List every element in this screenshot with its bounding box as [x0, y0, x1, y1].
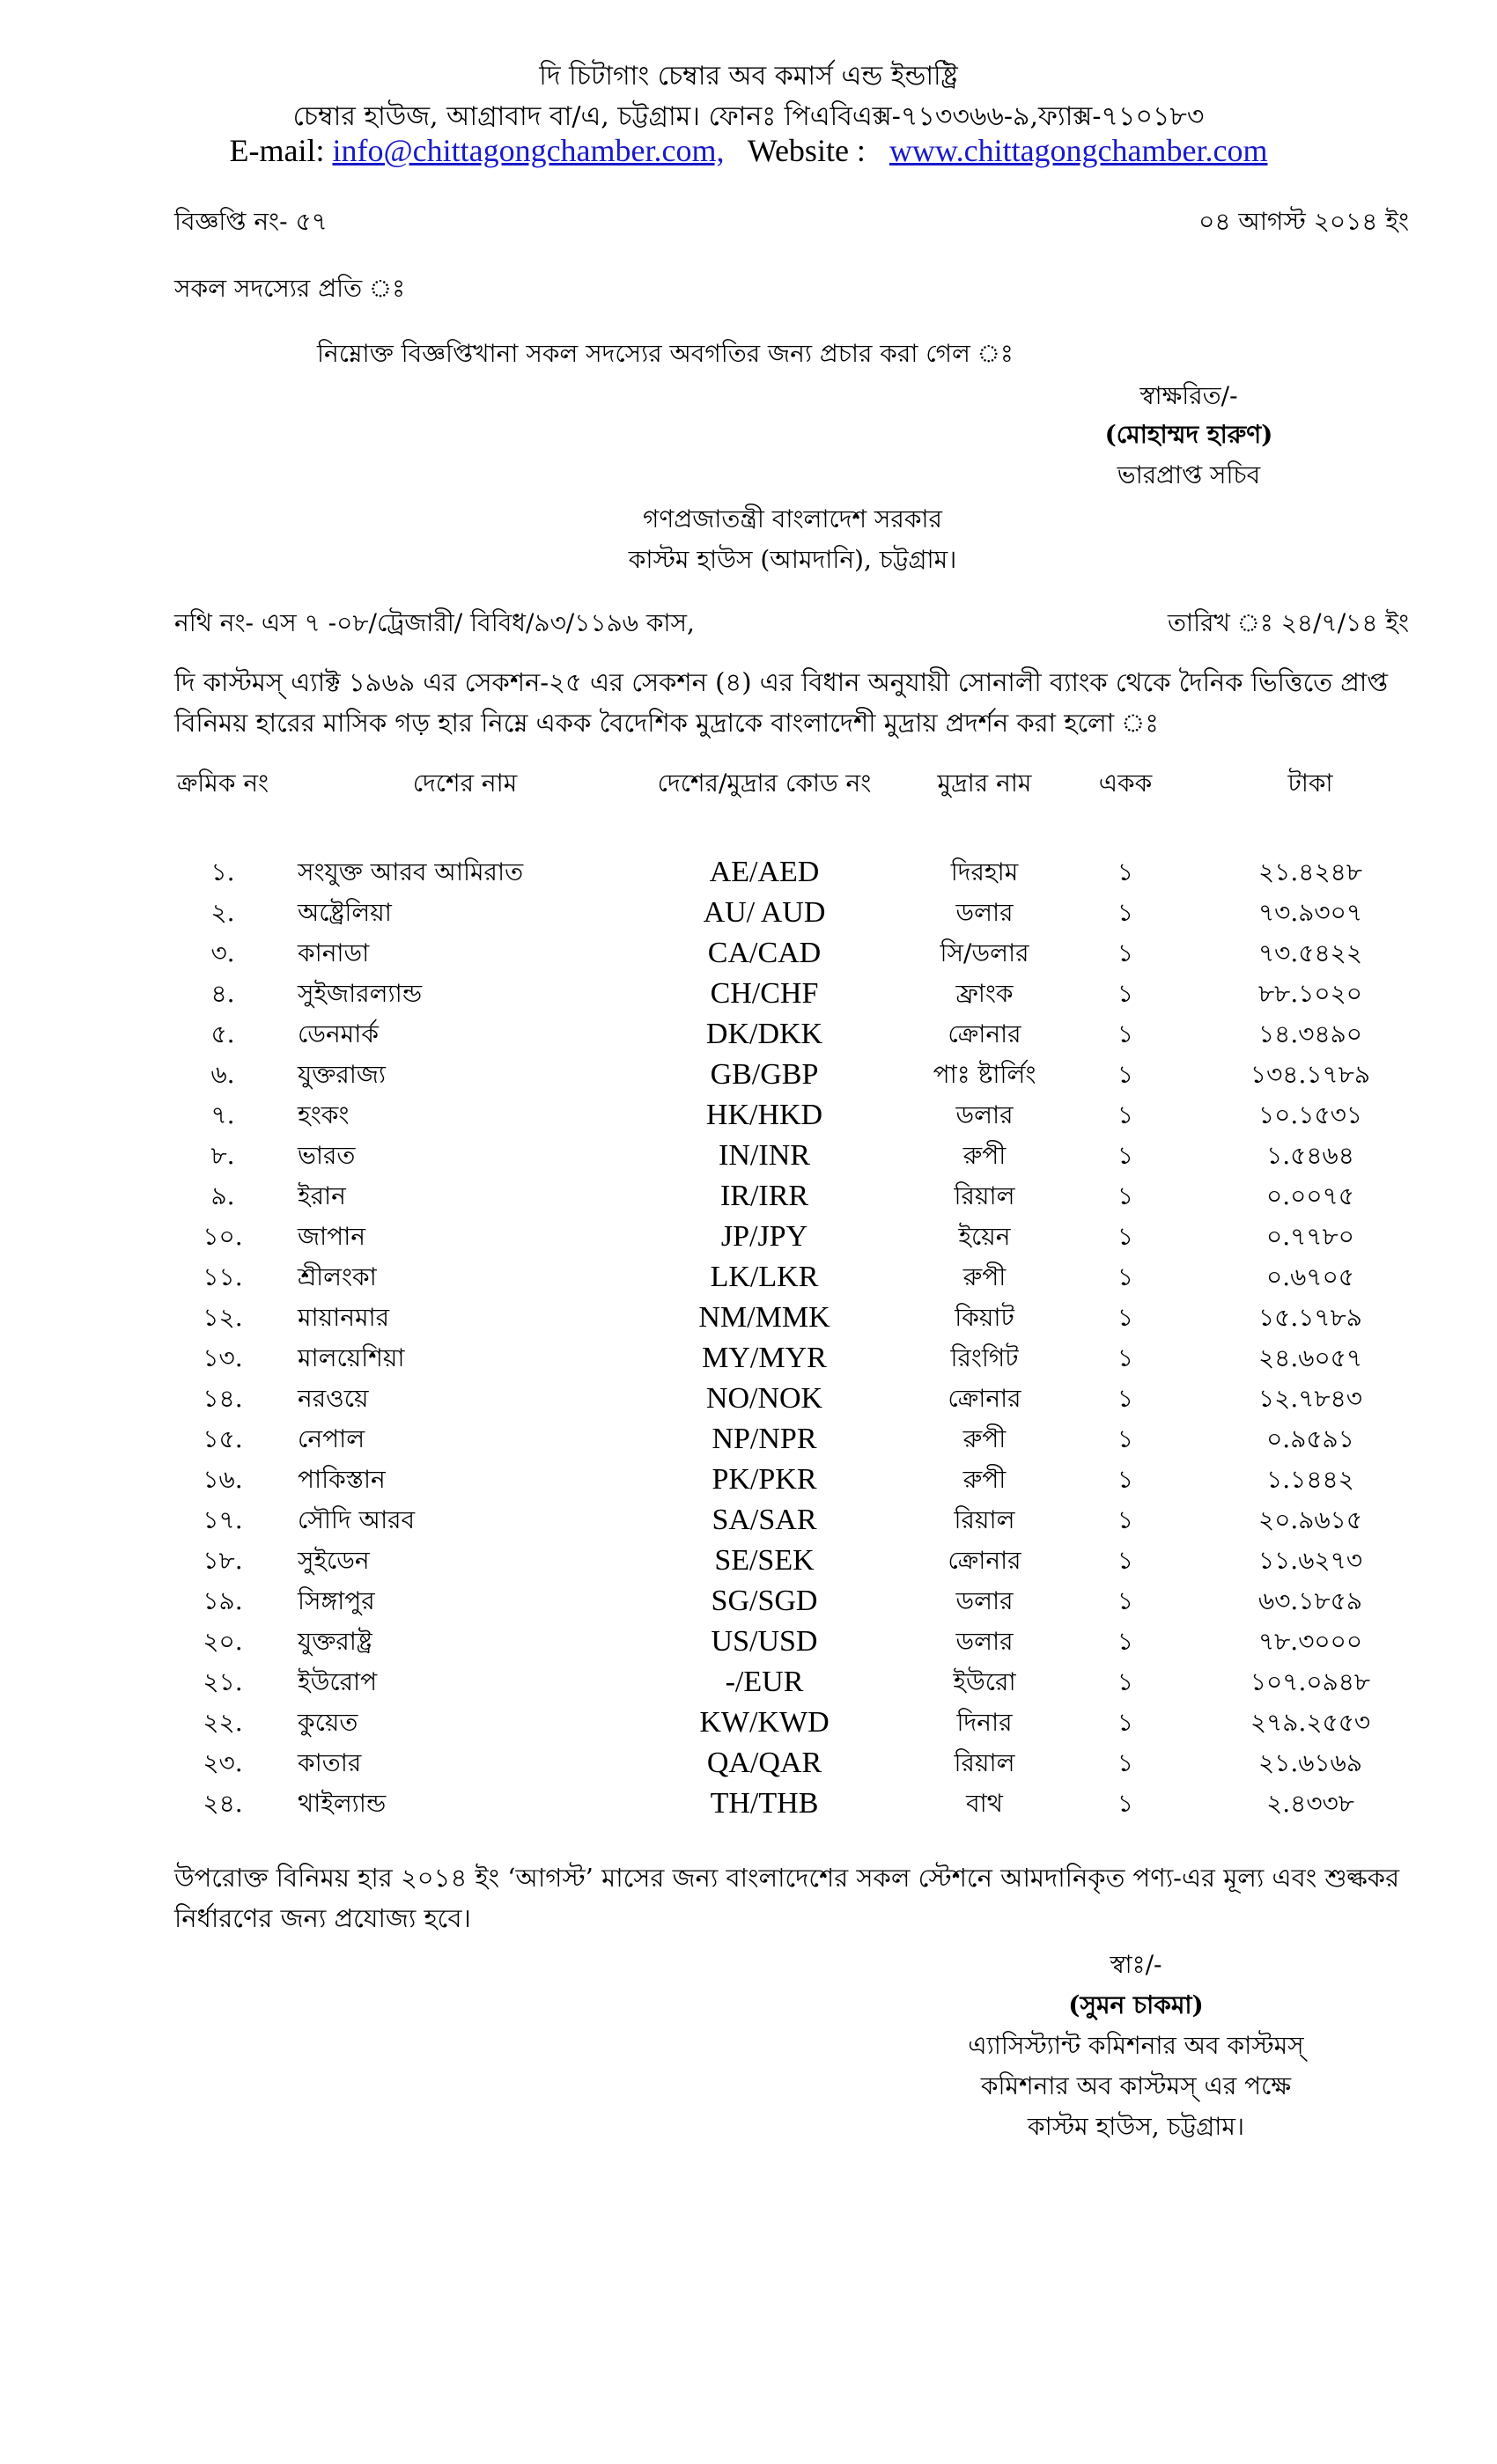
row-currency: রিয়াল: [954, 1181, 1015, 1210]
row-serial: ২১.: [203, 1667, 243, 1696]
row-currency: দিরহাম: [950, 857, 1019, 886]
row-unit: ১: [1117, 1667, 1134, 1696]
footer-title2: কমিশনার অব কাস্টমস্ এর পক্ষে: [980, 2071, 1292, 2100]
row-code: DK/DKK: [705, 1018, 823, 1050]
row-code: MY/MYR: [702, 1342, 827, 1374]
row-serial: ৬.: [210, 1060, 235, 1089]
row-unit: ১: [1117, 1546, 1134, 1575]
footer-signed: স্বাঃ/-: [1110, 1950, 1162, 1979]
row-taka: ১০.১৫৩১: [1258, 1100, 1362, 1129]
row-unit: ১: [1117, 1465, 1134, 1494]
row-serial: ২০.: [203, 1627, 243, 1656]
row-unit: ১: [1117, 857, 1134, 886]
header-country: দেশের নাম: [412, 769, 518, 798]
row-code: JP/JPY: [720, 1220, 808, 1253]
table-row: [174, 852, 1407, 893]
row-country: সংযুক্ত আরব আমিরাত: [298, 857, 524, 886]
row-code: SA/SAR: [712, 1504, 817, 1536]
row-currency: রিয়াল: [954, 1505, 1015, 1534]
row-taka: ০.৬৭০৫: [1266, 1262, 1354, 1291]
row-code: NM/MMK: [698, 1301, 830, 1334]
row-country: নেপাল: [298, 1424, 365, 1453]
footer-title1: এ্যাসিস্ট্যান্ট কমিশনার অব কাস্টমস্: [968, 2031, 1304, 2060]
row-unit: ১: [1117, 1019, 1134, 1048]
table-row: [174, 1257, 1407, 1298]
row-code: US/USD: [711, 1625, 818, 1658]
row-unit: ১: [1117, 1627, 1134, 1656]
row-unit: ১: [1117, 1100, 1134, 1129]
table-row: [174, 1136, 1407, 1176]
row-currency: রুপী: [962, 1262, 1007, 1291]
file-date: তারিখ ঃ ২৪/৭/১৪ ইং: [1167, 608, 1409, 637]
header-sl: ক্রমিক নং: [176, 769, 269, 798]
row-taka: ২.৪৩৩৮: [1266, 1789, 1354, 1818]
row-country: অষ্ট্রেলিয়া: [298, 898, 392, 927]
salutation: সকল সদস্যের প্রতি ঃ: [174, 274, 406, 303]
row-unit: ১: [1117, 1222, 1134, 1251]
row-unit: ১: [1117, 1343, 1134, 1372]
row-serial: ২.: [210, 898, 235, 927]
row-country: কুয়েত: [298, 1708, 358, 1737]
row-country: সিঙ্গাপুর: [298, 1586, 375, 1615]
row-code: SG/SGD: [711, 1585, 818, 1617]
row-currency: কিয়াট: [955, 1303, 1014, 1332]
row-unit: ১: [1117, 1748, 1134, 1777]
footer-title3: কাস্টম হাউস, চট্টগ্রাম।: [1028, 2112, 1244, 2141]
row-code: HK/HKD: [705, 1099, 823, 1131]
row-taka: ২০.৯৬১৫: [1257, 1505, 1363, 1534]
row-serial: ১৪.: [203, 1384, 243, 1413]
org-name: দি চিটাগাং চেম্বার অব কমার্স এন্ড ইন্ডাষ্ট্রি: [539, 61, 958, 92]
row-taka: ১৪.৩৪৯০: [1258, 1019, 1362, 1048]
row-taka: ০.০০৭৫: [1266, 1181, 1354, 1210]
row-serial: ১০.: [203, 1222, 243, 1251]
table-row: [174, 1298, 1407, 1338]
table-row: [174, 1460, 1407, 1500]
header-code: দেশের/মুদ্রার কোড নং: [657, 769, 872, 798]
row-country: কাতার: [298, 1748, 362, 1777]
row-currency: ইউরো: [953, 1667, 1016, 1696]
row-country: জাপান: [298, 1222, 366, 1251]
row-code: GB/GBP: [710, 1058, 819, 1091]
row-country: থাইল্যান্ড: [298, 1789, 387, 1818]
row-taka: ১০৭.০৯৪৮: [1250, 1667, 1371, 1696]
row-unit: ১: [1117, 1141, 1134, 1170]
row-serial: ৩.: [210, 938, 235, 967]
website-link[interactable]: www.chittagongchamber.com: [889, 133, 1268, 168]
row-currency: ক্রোনার: [948, 1019, 1021, 1048]
row-serial: ১৭.: [203, 1505, 243, 1534]
row-currency: ডলার: [955, 1586, 1014, 1615]
row-unit: ১: [1117, 1789, 1134, 1818]
row-serial: ১৩.: [203, 1343, 243, 1372]
row-taka: ১২.৭৮৪৩: [1257, 1384, 1363, 1413]
row-taka: ৮৮.১০২০: [1257, 979, 1363, 1008]
row-country: যুক্তরাষ্ট্র: [298, 1627, 372, 1656]
row-code: LK/LKR: [710, 1261, 819, 1293]
row-code: NP/NPR: [712, 1423, 817, 1455]
body-paragraph: দি কাস্টমস্ এ্যাক্ট ১৯৬৯ এর সেকশন-২৫ এর সেকশন (৪) এর বিধান অনুযায়ী সোনালী ব্যাংক থেকে দৈনিক ভিত্তিতে প্রাপ্ত বিনিময় হারের মাসিক গড় হার নিম্নে একক বৈদেশিক মুদ্রাকে বাংলাদেশী মুদ্রায় প্রদর্শন করা হলো ঃ: [174, 667, 1389, 738]
row-taka: ৭৩.৫৪২২: [1257, 938, 1363, 967]
row-code: TH/THB: [710, 1787, 819, 1820]
row-country: ডেনমার্ক: [298, 1019, 379, 1048]
row-country: যুক্তরাজ্য: [298, 1060, 387, 1089]
row-taka: ৬৩.১৮৫৯: [1258, 1586, 1362, 1615]
row-code: AU/ AUD: [703, 896, 826, 929]
header-taka: টাকা: [1287, 769, 1333, 798]
row-code: IN/INR: [719, 1139, 810, 1172]
row-currency: রুপী: [962, 1465, 1007, 1494]
email-label: E-mail:: [229, 133, 325, 168]
row-code: CA/CAD: [707, 937, 822, 969]
row-country: ইরান: [298, 1181, 346, 1210]
row-taka: ৭৩.৯৩০৭: [1257, 898, 1363, 927]
table-row: [174, 1095, 1407, 1136]
govt-line2: কাস্টম হাউস (আমদানি), চট্টগ্রাম।: [628, 545, 957, 574]
row-code: IR/IRR: [719, 1180, 809, 1212]
row-serial: ১১.: [203, 1262, 243, 1291]
footer-note: উপরোক্ত বিনিময় হার ২০১৪ ইং ‘আগস্ট’ মাসের জন্য বাংলাদেশের সকল স্টেশনে আমদানিকৃত পণ্য-এর মূল্য এবং শুল্ককর নির্ধারণের জন্য প্রযোজ্য হবে।: [174, 1863, 1400, 1933]
row-country: নরওয়ে: [298, 1384, 369, 1413]
row-country: ভারত: [298, 1141, 356, 1170]
row-serial: ৭.: [210, 1100, 235, 1129]
row-serial: ১৯.: [203, 1586, 243, 1615]
row-taka: ২৭৯.২৫৫৩: [1250, 1708, 1371, 1737]
notice-date: ০৪ আগস্ট ২০১৪ ইং: [1198, 207, 1409, 236]
row-unit: ১: [1117, 1708, 1134, 1737]
row-country: শ্রীলংকা: [298, 1262, 377, 1291]
row-code: SE/SEK: [714, 1544, 815, 1577]
row-currency: ডলার: [955, 1627, 1014, 1656]
row-currency: দিনার: [956, 1708, 1013, 1737]
row-taka: ১৫.১৭৮৯: [1258, 1303, 1362, 1332]
row-currency: ক্রোনার: [948, 1546, 1021, 1575]
row-country: মায়ানমার: [298, 1303, 390, 1332]
row-taka: ০.৭৭৮০: [1266, 1222, 1354, 1251]
row-country: সুইজারল্যান্ড: [298, 979, 423, 1008]
table-row: [174, 1500, 1407, 1541]
table-row: [174, 893, 1407, 933]
table-row: [174, 1784, 1407, 1824]
govt-line1: গণপ্রজাতন্ত্রী বাংলাদেশ সরকার: [643, 504, 942, 533]
notice-number: বিজ্ঞপ্তি নং- ৫৭: [174, 207, 328, 236]
table-row: [174, 1176, 1407, 1217]
table-row: [174, 933, 1407, 974]
row-unit: ১: [1117, 938, 1134, 967]
row-taka: ৭৮.৩০০০: [1257, 1627, 1363, 1656]
header-currency: মুদ্রার নাম: [937, 769, 1032, 798]
row-code: KW/KWD: [699, 1706, 830, 1739]
row-taka: ২৪.৬০৫৭: [1257, 1343, 1363, 1372]
row-unit: ১: [1117, 1181, 1134, 1210]
email-link[interactable]: info@chittagongchamber.com,: [332, 133, 725, 168]
row-unit: ১: [1117, 1060, 1134, 1089]
table-row: [174, 1217, 1407, 1257]
table-row: [174, 1581, 1407, 1622]
row-unit: ১: [1117, 898, 1134, 927]
file-number: নথি নং- এস ৭ -০৮/ট্রেজারী/ বিবিধ/৯৩/১১৯৬ কাস,: [174, 608, 695, 637]
row-code: PK/PKR: [712, 1463, 817, 1496]
row-currency: ফ্রাংক: [955, 979, 1014, 1008]
footer-signatory: (সুমন চাকমা): [1068, 1990, 1204, 2019]
row-country: ইউরোপ: [298, 1667, 378, 1696]
row-unit: ১: [1117, 1505, 1134, 1534]
row-unit: ১: [1117, 1303, 1134, 1332]
row-serial: ১৬.: [203, 1465, 243, 1494]
row-country: হংকং: [298, 1100, 350, 1129]
row-serial: ১২.: [203, 1303, 243, 1332]
signatory-title: ভারপ্রাপ্ত সচিব: [1117, 460, 1261, 489]
row-serial: ৫.: [210, 1019, 235, 1048]
org-address: চেম্বার হাউজ, আগ্রাবাদ বা/এ, চট্টগ্রাম। ফোনঃ পিএবিএক্স-৭১৩৩৬৬-৯,ফ্যাক্স-৭১০১৮৩: [292, 101, 1205, 132]
table-row: [174, 1703, 1407, 1743]
row-currency: সি/ডলার: [940, 938, 1029, 967]
row-taka: ১.৫৪৬৪: [1266, 1141, 1354, 1170]
row-currency: ক্রোনার: [948, 1384, 1021, 1413]
row-currency: ডলার: [955, 1100, 1014, 1129]
row-taka: ২১.৪২৪৮: [1258, 857, 1362, 886]
table-row: [174, 1541, 1407, 1581]
row-currency: রুপী: [962, 1141, 1007, 1170]
row-country: সুইডেন: [298, 1546, 370, 1575]
row-code: NO/NOK: [705, 1382, 823, 1415]
row-country: মালয়েশিয়া: [298, 1343, 405, 1372]
row-serial: ২৪.: [203, 1789, 243, 1818]
notice-intro: নিম্নোক্ত বিজ্ঞপ্তিখানা সকল সদস্যের অবগতির জন্য প্রচার করা গেল ঃ: [317, 339, 1014, 368]
row-serial: ৮.: [210, 1141, 235, 1170]
table-row: [174, 974, 1407, 1014]
row-code: AE/AED: [709, 856, 820, 888]
table-row: [174, 1622, 1407, 1662]
contact-line: [0, 132, 1497, 169]
row-code: QA/QAR: [706, 1747, 822, 1779]
header-unit: একক: [1098, 769, 1153, 798]
row-currency: পাঃ ষ্টার্লিং: [933, 1060, 1036, 1089]
row-serial: ১৫.: [203, 1424, 243, 1453]
signatory-name: (মোহাম্মদ হারুণ): [1104, 420, 1273, 449]
table-row: [174, 1743, 1407, 1784]
row-taka: ১.১৪৪২: [1266, 1465, 1354, 1494]
table-row: [174, 1419, 1407, 1460]
row-unit: ১: [1117, 979, 1134, 1008]
row-taka: ১৩৪.১৭৮৯: [1250, 1060, 1371, 1089]
row-code: CH/CHF: [710, 977, 819, 1010]
row-country: সৌদি আরব: [298, 1505, 416, 1534]
row-currency: ইয়েন: [958, 1222, 1011, 1251]
row-unit: ১: [1117, 1262, 1134, 1291]
row-currency: রুপী: [962, 1424, 1007, 1453]
table-row: [174, 1338, 1407, 1379]
row-taka: ০.৯৫৯১: [1266, 1424, 1354, 1453]
table-row: [174, 1662, 1407, 1703]
table-row: [174, 1014, 1407, 1055]
row-currency: রিয়াল: [954, 1748, 1015, 1777]
row-currency: রিংগিট: [950, 1343, 1019, 1372]
row-serial: ৯.: [210, 1181, 235, 1210]
row-serial: ২২.: [203, 1708, 243, 1737]
table-row: [174, 1055, 1407, 1095]
row-serial: ১.: [210, 857, 235, 886]
row-country: পাকিস্তান: [298, 1465, 386, 1494]
row-unit: ১: [1117, 1586, 1134, 1615]
row-country: কানাডা: [298, 938, 370, 967]
row-currency: ডলার: [955, 898, 1014, 927]
row-serial: ২৩.: [203, 1748, 243, 1777]
row-taka: ১১.৬২৭৩: [1257, 1546, 1363, 1575]
row-currency: বাথ: [966, 1789, 1003, 1818]
row-serial: ১৮.: [203, 1546, 243, 1575]
row-unit: ১: [1117, 1384, 1134, 1413]
row-taka: ২১.৬১৬৯: [1257, 1748, 1363, 1777]
row-code: -/EUR: [725, 1666, 804, 1698]
row-unit: ১: [1117, 1424, 1134, 1453]
signed-label: স্বাক্ষরিত/-: [1139, 381, 1238, 410]
row-serial: ৪.: [210, 979, 235, 1008]
website-label: Website :: [747, 133, 866, 168]
table-row: [174, 1379, 1407, 1419]
